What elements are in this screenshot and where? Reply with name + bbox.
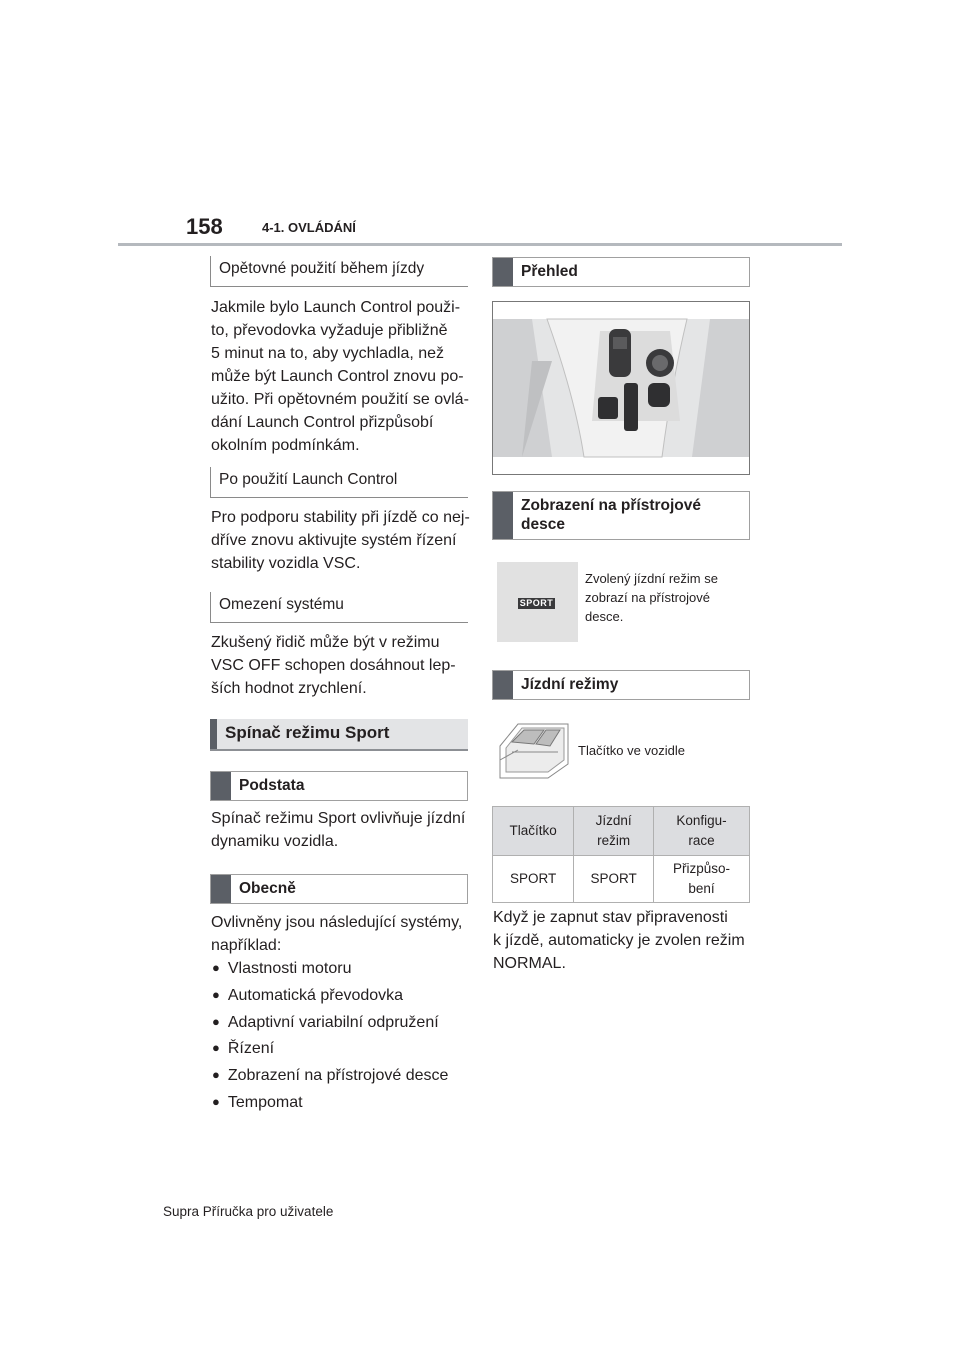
table-row <box>493 856 750 903</box>
paragraph-general: Ovlivněny jsou následující systémy, například: <box>211 914 463 954</box>
table-cell: SPORT <box>574 856 654 903</box>
sport-button-illustration <box>498 718 570 780</box>
section-title: 4-1. OVLÁDÁNÍ <box>262 220 356 235</box>
box-general <box>210 874 468 904</box>
header-divider <box>118 243 842 246</box>
subheading-limits: Omezení systému <box>210 592 468 623</box>
paragraph-after-use: Pro podporu stability při jízdě co nej- dříve znovu aktivujte systém řízení stability vozidla VSC. <box>211 509 470 572</box>
heading-sport-switch <box>210 719 468 751</box>
page-number: 158 <box>186 214 223 239</box>
center-console-illustration <box>492 301 750 475</box>
table-header-cell: Jízdní režim <box>574 807 654 856</box>
driving-mode-table <box>492 806 750 903</box>
sport-display-thumbnail <box>497 562 578 642</box>
table-header-cell: Konfigu- race <box>654 807 750 856</box>
box-overview-label: Přehled <box>521 263 578 280</box>
paragraph-reuse: Jakmile bylo Launch Control použi- to, převodovka vyžaduje přibližně 5 minut na to, aby vychladla, než může být Launch Control znovu po- užito. Při opětovném použití se ovlá- dání Launch Control přizpůsobí okolním podmínkám. <box>211 299 469 454</box>
paragraph-limits: Zkušený řidič může být v režimu VSC OFF schopen dosáhnout lep- ších hodnot zrychlení. <box>211 634 456 697</box>
box-general-label: Obecně <box>239 880 296 897</box>
bullet-item: ● Řízení <box>212 1040 274 1058</box>
footer-title: Supra Příručka pro uživatele <box>163 1204 334 1219</box>
sport-badge: SPORT <box>519 598 554 608</box>
subheading-after-use: Po použití Launch Control <box>210 467 468 498</box>
paragraph-normal-mode: Když je zapnut stav připravenosti k jízdě, automaticky je zvolen režim NORMAL. <box>493 909 745 972</box>
paragraph-essence: Spínač režimu Sport ovlivňuje jízdní dynamiku vozidla. <box>211 810 466 850</box>
heading-sport-switch-label: Spínač režimu Sport <box>225 723 390 742</box>
box-instrument-display <box>492 491 750 540</box>
box-essence-label: Podstata <box>239 777 305 794</box>
table-header-cell: Tlačítko <box>493 807 574 856</box>
box-instrument-display-label: Zobrazení na přístrojové desce <box>521 497 702 533</box>
box-driving-modes-label: Jízdní režimy <box>521 676 619 693</box>
table-header-row <box>493 807 750 856</box>
table-cell: SPORT <box>493 856 574 903</box>
button-caption: Tlačítko ve vozidle <box>578 743 685 758</box>
bullet-item: ● Zobrazení na přístrojové desce <box>212 1067 448 1085</box>
bullet-item: ● Tempomat <box>212 1094 303 1112</box>
box-overview <box>492 257 750 287</box>
box-essence <box>210 771 468 801</box>
bullet-item: ● Vlastnosti motoru <box>212 960 351 978</box>
bullet-item: ● Adaptivní variabilní odpružení <box>212 1014 439 1032</box>
subheading-reuse: Opětovné použití během jízdy <box>210 256 468 287</box>
bullet-item: ● Automatická převodovka <box>212 987 403 1005</box>
table-cell: Přizpůso- bení <box>654 856 750 903</box>
box-driving-modes <box>492 670 750 700</box>
display-caption: Zvolený jízdní režim se zobrazí na přístrojové desce. <box>585 571 718 624</box>
